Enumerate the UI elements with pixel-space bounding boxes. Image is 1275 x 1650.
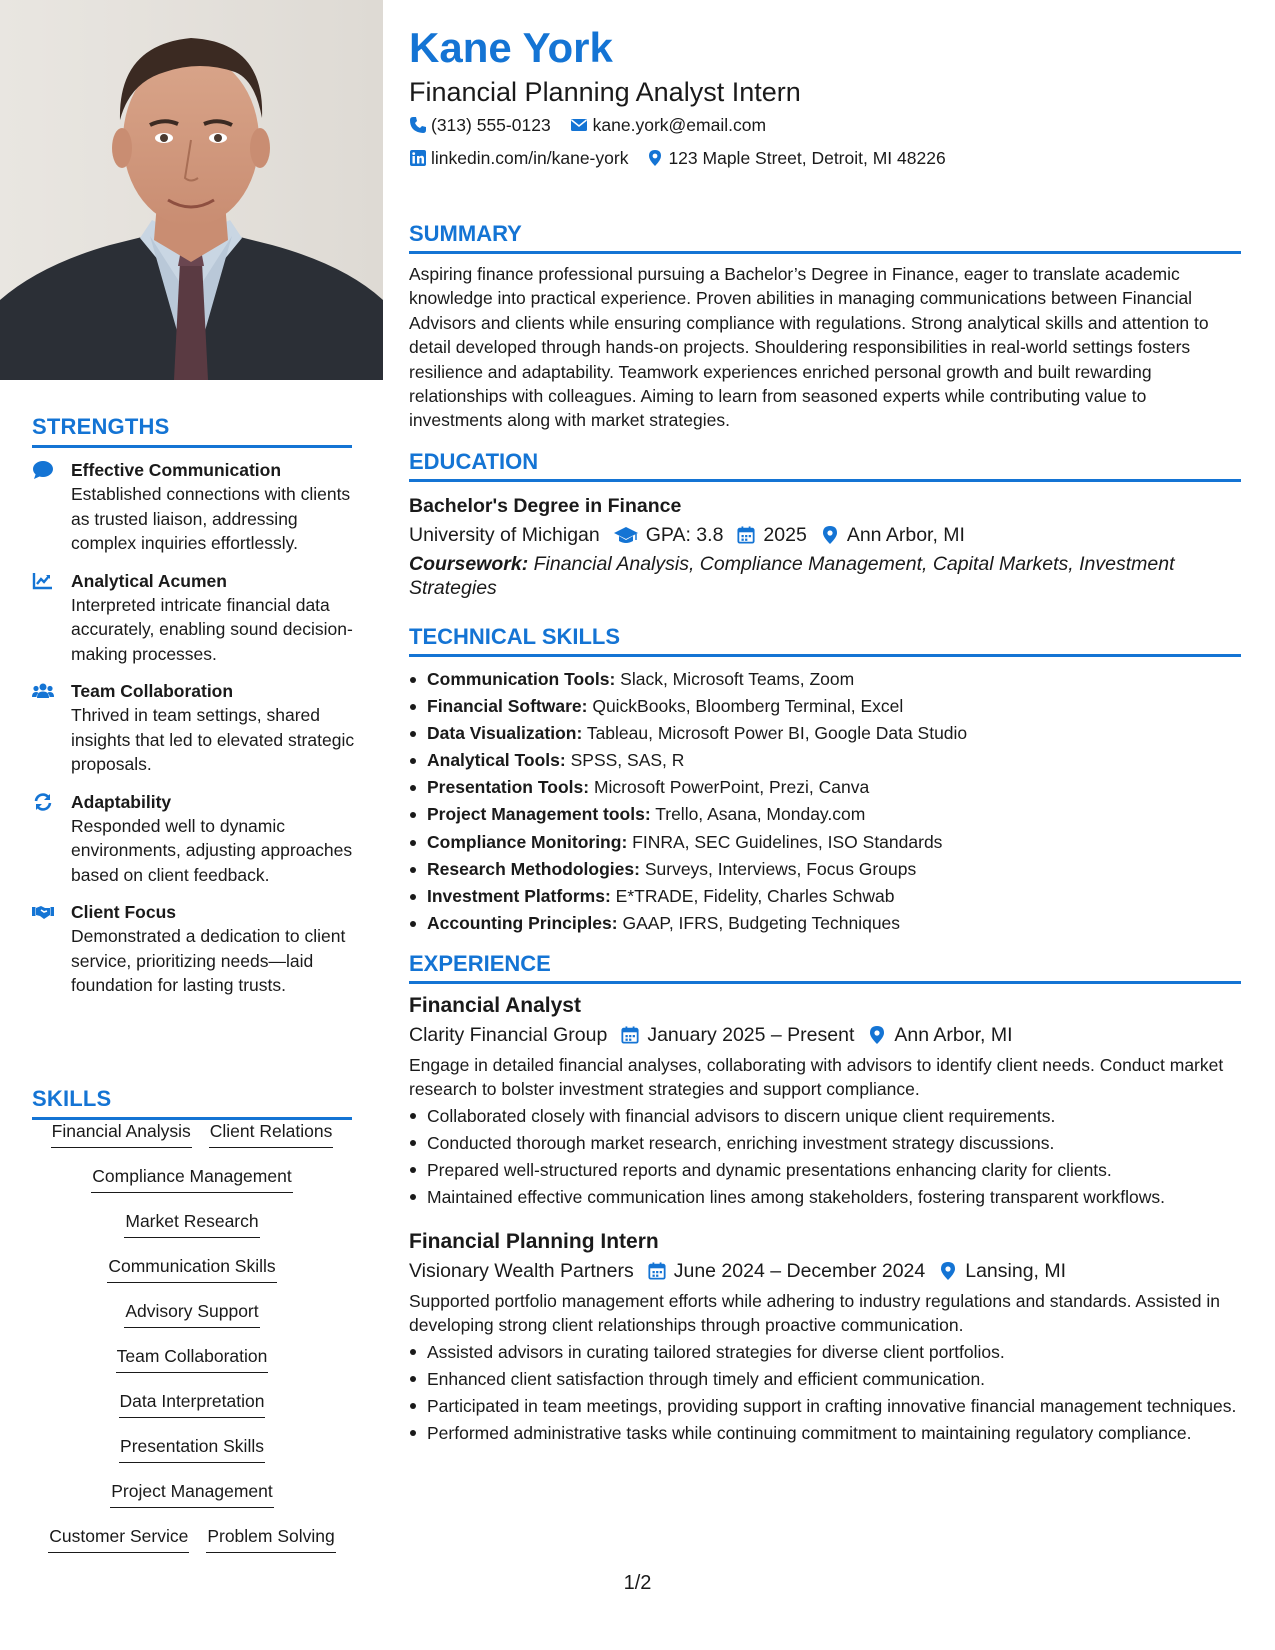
skill-tag: Client Relations bbox=[209, 1118, 334, 1148]
company-name: Clarity Financial Group bbox=[409, 1024, 608, 1046]
job-bullets bbox=[409, 1340, 1241, 1445]
year-text: 2025 bbox=[763, 524, 807, 546]
calendar-icon bbox=[621, 1025, 639, 1045]
skills-heading: SKILLS bbox=[32, 1086, 352, 1120]
skill-category: Compliance Monitoring: bbox=[427, 831, 628, 852]
strength-item bbox=[32, 458, 362, 556]
job-role: Financial Analyst bbox=[409, 994, 581, 1017]
education-entry bbox=[409, 492, 1241, 600]
skill-row bbox=[32, 1388, 352, 1433]
skill-category: Financial Software: bbox=[427, 696, 588, 717]
company bbox=[409, 1020, 607, 1050]
skill-category: Presentation Tools: bbox=[427, 777, 590, 798]
location-text: Ann Arbor, MI bbox=[894, 1024, 1013, 1046]
refresh-icon bbox=[32, 792, 54, 812]
strength-item bbox=[32, 679, 362, 777]
handshake-icon bbox=[32, 902, 54, 922]
skill-row bbox=[32, 1163, 352, 1208]
list-item bbox=[409, 801, 1241, 828]
skill-tag: Financial Analysis bbox=[51, 1118, 192, 1148]
strength-title: Team Collaboration bbox=[71, 681, 234, 701]
job-dates bbox=[648, 1256, 926, 1286]
linkedin-contact[interactable] bbox=[409, 146, 628, 170]
skills-tags bbox=[32, 1118, 352, 1568]
skill-values: Microsoft PowerPoint, Prezi, Canva bbox=[593, 777, 870, 798]
skill-row bbox=[32, 1343, 352, 1388]
email-contact[interactable] bbox=[569, 113, 766, 137]
experience-entry bbox=[409, 1228, 1241, 1445]
skill-tag: Communication Skills bbox=[107, 1253, 276, 1283]
strength-description: Thrived in team settings, shared insights that led to elevated strategic proposals. bbox=[71, 705, 355, 774]
users-icon bbox=[32, 681, 54, 701]
envelope-icon bbox=[569, 116, 589, 134]
strength-title: Client Focus bbox=[71, 902, 177, 922]
skill-values: Surveys, Interviews, Focus Groups bbox=[644, 858, 917, 879]
strength-item bbox=[32, 790, 362, 888]
education-heading: EDUCATION bbox=[409, 449, 1241, 482]
location-text: Ann Arbor, MI bbox=[846, 524, 965, 546]
list-item: Enhanced client satisfaction through timely and efficient communication. bbox=[409, 1367, 1241, 1391]
strength-description: Responded well to dynamic environments, adjusting approaches based on client feedback. bbox=[71, 815, 353, 885]
job-location bbox=[868, 1020, 1012, 1050]
technical-skills-heading: TECHNICAL SKILLS bbox=[409, 624, 1241, 657]
skill-tag: Project Management bbox=[110, 1478, 273, 1508]
strength-title: Analytical Acumen bbox=[71, 570, 227, 591]
speech-bubble-icon bbox=[32, 460, 54, 480]
list-item bbox=[409, 720, 1241, 747]
phone-icon bbox=[409, 116, 427, 134]
linkedin-text: linkedin.com/in/kane-york bbox=[431, 148, 629, 168]
skill-values: Tableau, Microsoft Power BI, Google Data Studio bbox=[586, 723, 968, 744]
list-item bbox=[409, 883, 1241, 910]
gpa-text: GPA: 3.8 bbox=[645, 524, 724, 546]
strength-title: Adaptability bbox=[71, 791, 172, 812]
job-meta bbox=[409, 1020, 1241, 1050]
chart-line-icon bbox=[32, 571, 54, 591]
company bbox=[409, 1256, 634, 1286]
candidate-name: Kane York bbox=[409, 24, 613, 71]
skill-category: Analytical Tools: bbox=[427, 750, 566, 771]
strength-item bbox=[32, 569, 362, 667]
skill-tag: Data Interpretation bbox=[119, 1388, 266, 1418]
graduation-cap-icon bbox=[614, 525, 638, 545]
job-dates bbox=[621, 1020, 854, 1050]
company-name: Visionary Wealth Partners bbox=[409, 1260, 634, 1282]
technical-skills-list bbox=[409, 666, 1241, 937]
skill-tag: Advisory Support bbox=[124, 1298, 259, 1328]
list-item: Performed administrative tasks while continuing commitment to maintaining regulatory compliance. bbox=[409, 1421, 1241, 1445]
skill-row bbox=[32, 1253, 352, 1298]
strengths-heading: STRENGTHS bbox=[32, 414, 352, 448]
school-name: University of Michigan bbox=[409, 524, 600, 546]
job-description: Supported portfolio management efforts while adhering to industry regulations and standards. Assisted in developing strong client relationships through proactive communication. bbox=[409, 1291, 1220, 1336]
list-item bbox=[409, 829, 1241, 856]
list-item: Collaborated closely with financial advisors to discern unique client requirements. bbox=[409, 1104, 1241, 1128]
summary-heading: SUMMARY bbox=[409, 221, 1241, 254]
strength-item bbox=[32, 900, 362, 998]
page-number: 1/2 bbox=[623, 1572, 652, 1594]
degree: Bachelor's Degree in Finance bbox=[409, 495, 682, 517]
list-item: Conducted thorough market research, enriching investment strategy discussions. bbox=[409, 1131, 1241, 1155]
skill-values: FINRA, SEC Guidelines, ISO Standards bbox=[632, 831, 943, 852]
skill-values: GAAP, IFRS, Budgeting Techniques bbox=[622, 912, 901, 933]
coursework bbox=[409, 552, 1241, 600]
phone-text: (313) 555-0123 bbox=[431, 115, 551, 135]
education-meta bbox=[409, 520, 1241, 550]
address-contact bbox=[646, 146, 945, 170]
job-bullets bbox=[409, 1104, 1241, 1209]
skill-tag: Presentation Skills bbox=[119, 1433, 265, 1463]
calendar-icon bbox=[737, 525, 755, 545]
school bbox=[409, 520, 600, 550]
skill-tag: Problem Solving bbox=[206, 1523, 335, 1553]
address-text: 123 Maple Street, Detroit, MI 48226 bbox=[668, 148, 946, 168]
skill-row bbox=[32, 1298, 352, 1343]
skill-row bbox=[32, 1208, 352, 1253]
strength-description: Demonstrated a dedication to client service, prioritizing needs—laid foundation for lasting trusts. bbox=[71, 926, 346, 995]
map-pin-icon bbox=[821, 525, 839, 545]
skill-values: E*TRADE, Fidelity, Charles Schwab bbox=[615, 885, 895, 906]
skill-row bbox=[32, 1478, 352, 1523]
list-item bbox=[409, 774, 1241, 801]
skill-values: QuickBooks, Bloomberg Terminal, Excel bbox=[592, 696, 904, 717]
list-item bbox=[409, 693, 1241, 720]
coursework-text: Financial Analysis, Compliance Management, Capital Markets, Investment Strategies bbox=[409, 553, 1175, 599]
strength-title: Effective Communication bbox=[71, 460, 282, 480]
skill-tag: Compliance Management bbox=[91, 1163, 292, 1193]
phone-contact[interactable] bbox=[409, 113, 551, 137]
list-item: Participated in team meetings, providing support in crafting innovative financial management techniques. bbox=[409, 1394, 1241, 1418]
skill-tag: Market Research bbox=[124, 1208, 259, 1238]
strength-description: Interpreted intricate financial data accurately, enabling sound decision-making processes. bbox=[71, 594, 353, 664]
strengths-list bbox=[32, 458, 362, 1011]
skill-category: Investment Platforms: bbox=[427, 885, 611, 906]
sidebar bbox=[0, 0, 383, 1650]
skill-values: Slack, Microsoft Teams, Zoom bbox=[620, 669, 855, 689]
calendar-icon bbox=[648, 1261, 666, 1281]
map-pin-icon bbox=[939, 1261, 957, 1281]
job-meta bbox=[409, 1256, 1241, 1286]
job-role: Financial Planning Intern bbox=[409, 1230, 659, 1253]
dates-text: June 2024 – December 2024 bbox=[673, 1260, 926, 1282]
contact-row bbox=[409, 146, 964, 170]
profile-photo bbox=[0, 0, 383, 380]
education-location bbox=[821, 520, 965, 550]
list-item: Prepared well-structured reports and dynamic presentations enhancing clarity for clients. bbox=[409, 1158, 1241, 1182]
job-location bbox=[939, 1256, 1066, 1286]
gpa bbox=[614, 520, 724, 550]
skill-values: SPSS, SAS, R bbox=[570, 750, 685, 771]
experience-heading: EXPERIENCE bbox=[409, 951, 1241, 984]
skill-row bbox=[32, 1433, 352, 1478]
skill-tag: Team Collaboration bbox=[116, 1343, 269, 1373]
coursework-label: Coursework: bbox=[409, 553, 529, 575]
linkedin-icon bbox=[409, 149, 427, 167]
contact-row bbox=[409, 113, 784, 137]
skill-category: Research Methodologies: bbox=[427, 858, 640, 879]
skill-category: Communication Tools: bbox=[427, 669, 616, 689]
skill-category: Project Management tools: bbox=[427, 804, 651, 825]
skill-values: Trello, Asana, Monday.com bbox=[655, 804, 866, 825]
skill-row bbox=[32, 1523, 352, 1568]
job-description: Engage in detailed financial analyses, collaborating with advisors to identify client needs. Conduct market research to bolster investment strategies and support compliance. bbox=[409, 1055, 1224, 1100]
email-text: kane.york@email.com bbox=[592, 115, 767, 135]
skill-category: Accounting Principles: bbox=[427, 912, 618, 933]
skill-category: Data Visualization: bbox=[427, 723, 583, 744]
list-item bbox=[409, 666, 1241, 693]
list-item: Maintained effective communication lines among stakeholders, fostering transparent workflows. bbox=[409, 1185, 1241, 1209]
list-item: Assisted advisors in curating tailored strategies for diverse client portfolios. bbox=[409, 1340, 1241, 1364]
map-pin-icon bbox=[646, 149, 664, 167]
dates-text: January 2025 – Present bbox=[647, 1024, 855, 1046]
skill-row bbox=[32, 1118, 352, 1163]
experience-entry bbox=[409, 992, 1241, 1209]
list-item bbox=[409, 910, 1241, 937]
list-item bbox=[409, 856, 1241, 883]
map-pin-icon bbox=[868, 1025, 886, 1045]
summary-text: Aspiring finance professional pursuing a Bachelor’s Degree in Finance, eager to translate academic knowledge into practical experience. Proven abilities in managing communications between Financial Advisors and clients while ensuring compliance with regulations. Strong analytical skills and attention to detail developed through hands-on projects. Shouldering responsibilities in real-world settings fosters resilience and adaptability. Teamwork experiences enriched personal growth and built rewarding relationships with colleagues. Aiming to learn from seasoned experts while contributing value to investments along with market strategies. bbox=[409, 264, 1209, 431]
strength-description: Established connections with clients as trusted liaison, addressing complex inquiries effortlessly. bbox=[71, 484, 351, 553]
location-text: Lansing, MI bbox=[965, 1260, 1067, 1282]
graduation-year bbox=[737, 520, 806, 550]
skill-tag: Customer Service bbox=[48, 1523, 189, 1553]
candidate-title: Financial Planning Analyst Intern bbox=[409, 77, 801, 107]
list-item bbox=[409, 747, 1241, 774]
